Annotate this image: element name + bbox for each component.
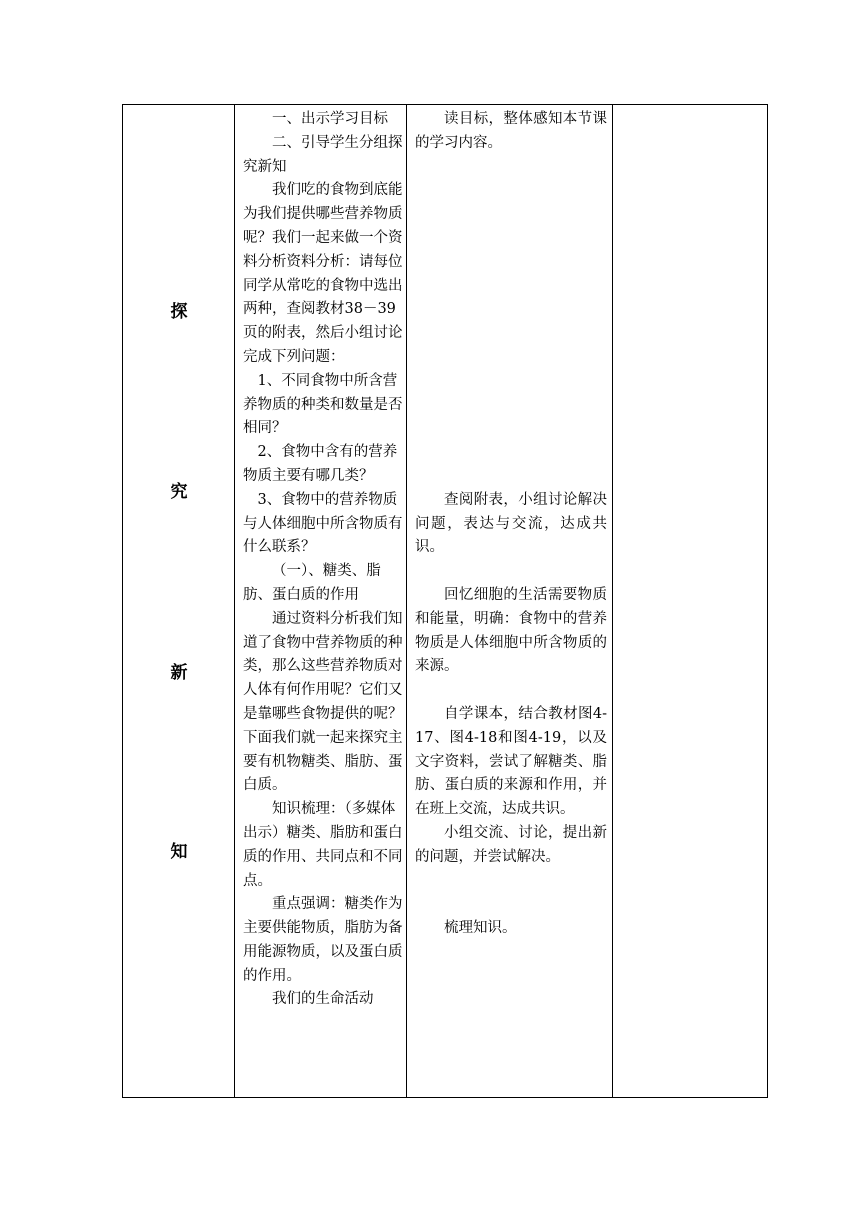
teacher-paragraph: 3、食物中的营养物质与人体细胞中所含物质有什么联系？ (243, 491, 403, 556)
teacher-activity-column (243, 108, 403, 1012)
section-title-char: 知 (170, 842, 188, 862)
teacher-paragraph: 2、食物中含有的营养物质主要有哪几类？ (243, 444, 398, 484)
student-paragraph: 梳理知识。 (444, 920, 517, 937)
teacher-paragraph: 重点强调：糖类作为主要供能物质，脂肪为备用能源物质，以及蛋白质的作用。 (243, 896, 403, 984)
student-paragraph: 回忆细胞的生活需要物质和能量，明确：食物中的营养物质是人体细胞中所含物质的来源。 (415, 586, 607, 675)
student-paragraph: 读目标，整体感知本节课的学习内容。 (415, 111, 607, 151)
teacher-paragraph: 二、引导学生分组探究新知 (243, 134, 403, 175)
teacher-paragraph: （一）、糖类、脂肪、蛋白质的作用 (243, 563, 381, 603)
teacher-paragraph: 通过资料分析我们知道了食物中营养物质的种类，那么这些营养物质对人体有何作用呢？它们又是靠哪些食物提供的呢？下面我们就一起来探究主要有机物糖类、脂肪、蛋白质。 (243, 610, 403, 794)
teacher-paragraph: 1、不同食物中所含营养物质的种类和数量是否相同？ (243, 372, 403, 437)
column-divider (406, 105, 407, 1097)
teacher-paragraph: 我们的生命活动 (272, 991, 374, 1008)
column-divider (612, 105, 613, 1097)
section-title-char: 探 (170, 302, 188, 322)
teacher-paragraph: 知识梳理：（多媒体出示）糖类、脂肪和蛋白质的作用、共同点和不同点。 (243, 801, 403, 889)
section-title-char: 究 (170, 482, 188, 502)
student-paragraph: 自学课本，结合教材图4-17、图4-18和图4-19，以及文字资料，尝试了解糖类、脂肪、蛋白质的来源和作用，并在班上交流，达成共识。 (415, 705, 607, 818)
teacher-paragraph: 一、出示学习目标 (272, 111, 388, 127)
lesson-table (122, 104, 768, 1098)
section-title-char: 新 (170, 663, 188, 683)
student-paragraph: 查阅附表，小组讨论解决问题，表达与交流，达成共识。 (415, 491, 607, 556)
student-paragraph: 小组交流、讨论，提出新的问题，并尝试解决。 (415, 824, 607, 865)
teacher-paragraph: 我们吃的食物到底能为我们提供哪些营养物质呢？我们一起来做一个资料分析资料分析：请每位同学从常吃的食物中选出两种，查阅教材38－39页的附表，然后小组讨论完成下列问题： (243, 182, 403, 365)
section-title-column (123, 105, 235, 1097)
student-activity-column (415, 108, 607, 941)
